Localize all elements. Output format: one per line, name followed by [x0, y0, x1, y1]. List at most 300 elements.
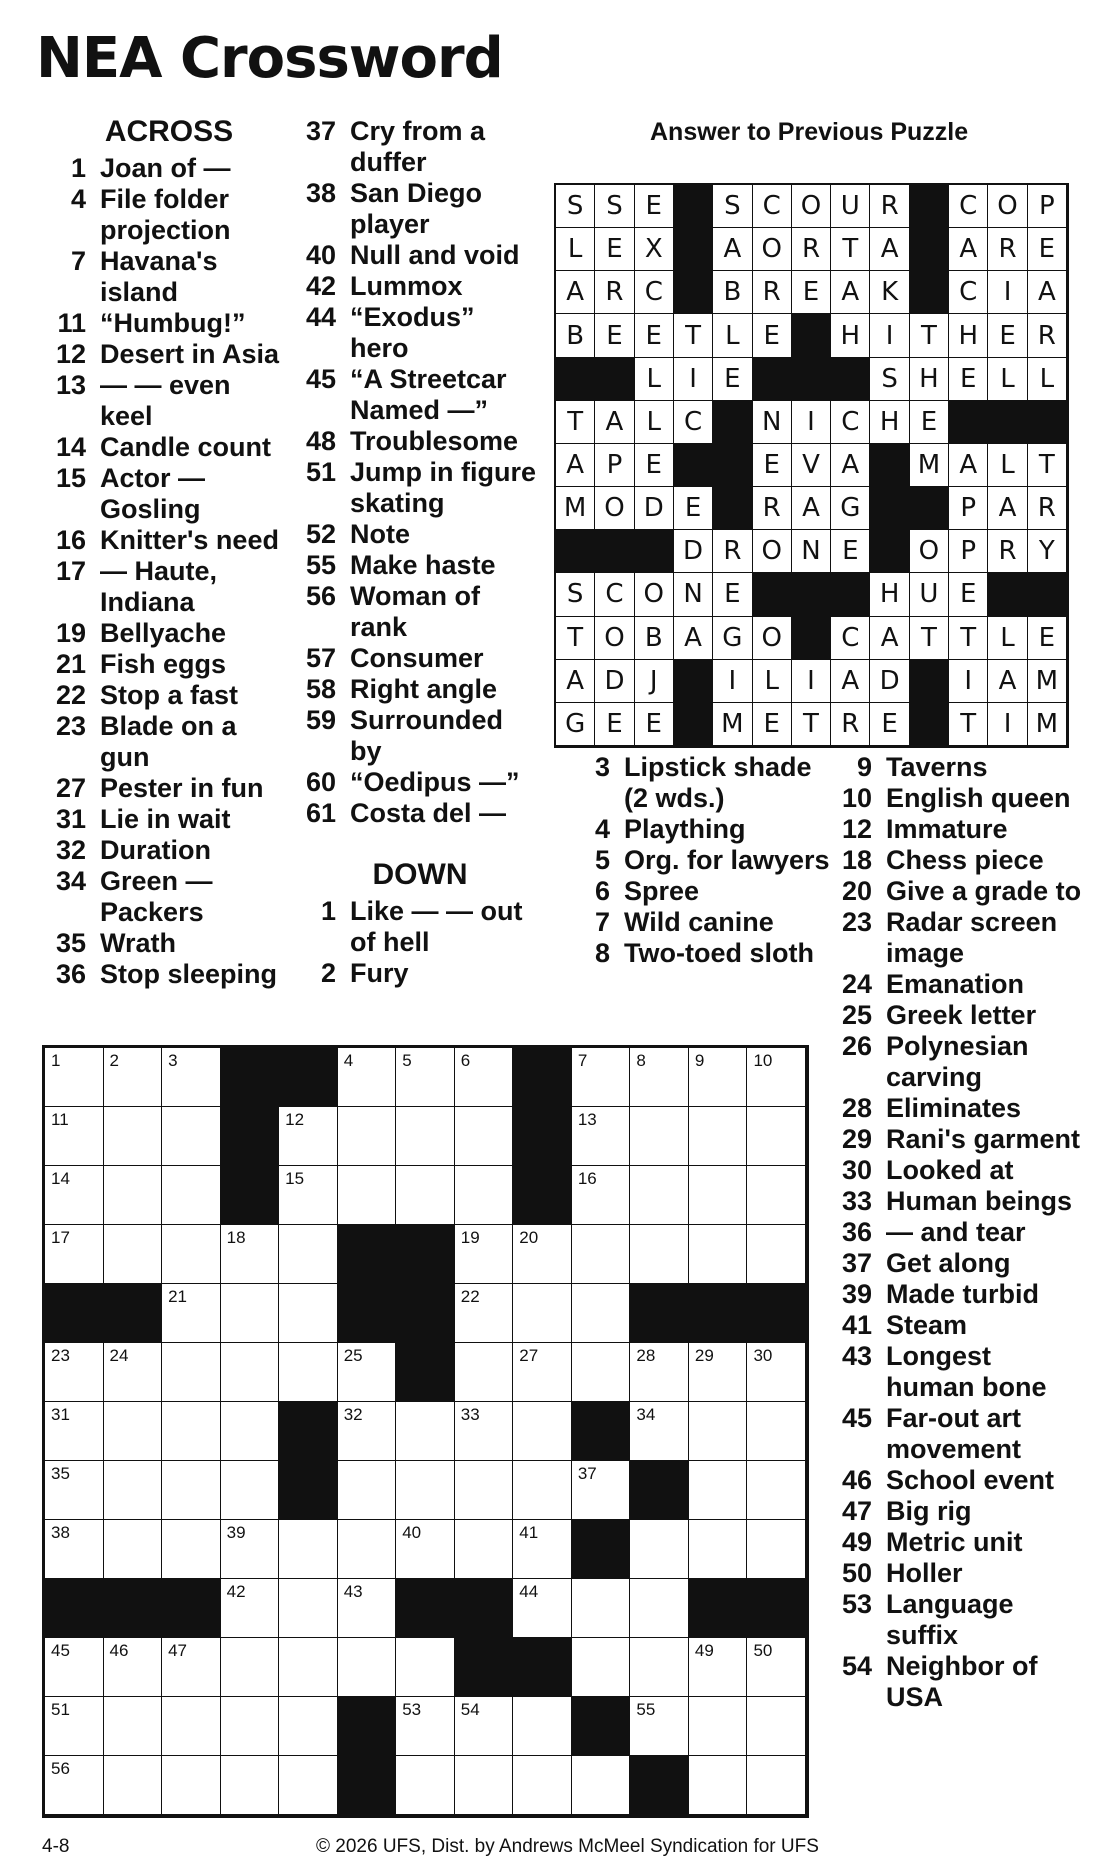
grid-cell[interactable] — [104, 1638, 163, 1697]
grid-cell[interactable] — [338, 1048, 397, 1107]
answer-letter-cell: I — [988, 703, 1027, 746]
answer-letter-cell: E — [1028, 228, 1067, 271]
grid-cell[interactable] — [630, 1343, 689, 1402]
grid-cell[interactable] — [747, 1343, 806, 1402]
clue-text: Lie in wait — [100, 804, 231, 834]
grid-cell[interactable] — [396, 1107, 455, 1166]
clue-number: 22 — [55, 680, 86, 710]
answer-letter-cell: A — [870, 617, 909, 660]
answer-letter-cell: C — [949, 185, 988, 228]
answer-letter-cell: S — [595, 185, 634, 228]
clue-item — [836, 1403, 1086, 1465]
grid-cell[interactable] — [104, 1048, 163, 1107]
grid-cell[interactable] — [221, 1756, 280, 1815]
clue-item — [50, 804, 288, 835]
grid-cell[interactable] — [455, 1048, 514, 1107]
clue-number: 44 — [305, 302, 336, 332]
grid-cell[interactable] — [630, 1520, 689, 1579]
clue-text: Eliminates — [886, 1093, 1022, 1123]
grid-cell[interactable] — [104, 1225, 163, 1284]
clue-text: Longest human bone — [886, 1341, 1047, 1402]
answer-letter-cell: J — [635, 660, 674, 703]
grid-cell[interactable] — [162, 1638, 221, 1697]
grid-cell[interactable] — [513, 1461, 572, 1520]
clue-number: 47 — [841, 1496, 872, 1526]
cell-number: 23 — [51, 1346, 70, 1365]
cell-number: 3 — [168, 1051, 178, 1070]
answer-letter-cell: T — [792, 703, 831, 746]
answer-block-cell — [910, 660, 949, 703]
grid-cell[interactable] — [747, 1048, 806, 1107]
grid-cell[interactable] — [513, 1579, 572, 1638]
answer-letter-cell: I — [713, 660, 752, 703]
grid-cell[interactable] — [338, 1461, 397, 1520]
grid-cell[interactable] — [279, 1579, 338, 1638]
grid-cell[interactable] — [45, 1461, 104, 1520]
grid-cell[interactable] — [396, 1756, 455, 1815]
cell-number: 7 — [577, 1051, 588, 1070]
clue-text: Actor — Gosling — [100, 463, 206, 524]
grid-cell[interactable] — [221, 1520, 280, 1579]
clue-number: 38 — [305, 178, 336, 208]
clue-text: Havana's island — [100, 246, 218, 307]
clue-number: 23 — [841, 907, 872, 937]
answer-letter-cell: E — [595, 314, 634, 357]
clue-item — [50, 432, 288, 463]
grid-cell[interactable] — [279, 1697, 338, 1756]
grid-cell[interactable] — [572, 1048, 631, 1107]
grid-cell[interactable] — [338, 1166, 397, 1225]
clue-number: 35 — [55, 928, 86, 958]
grid-cell[interactable] — [338, 1638, 397, 1697]
grid-cell[interactable] — [689, 1225, 748, 1284]
grid-cell[interactable] — [104, 1107, 163, 1166]
answer-letter-cell: I — [674, 358, 713, 401]
answer-letter-cell: R — [988, 530, 1027, 573]
grid-cell[interactable] — [338, 1107, 397, 1166]
grid-cell[interactable] — [279, 1343, 338, 1402]
grid-cell[interactable] — [747, 1520, 806, 1579]
clue-item — [300, 896, 540, 958]
grid-cell[interactable] — [513, 1225, 572, 1284]
grid-cell[interactable] — [572, 1461, 631, 1520]
answer-letter-cell: T — [831, 228, 870, 271]
grid-cell[interactable] — [221, 1461, 280, 1520]
clue-item — [836, 1651, 1086, 1713]
grid-cell[interactable] — [104, 1343, 163, 1402]
grid-cell[interactable] — [513, 1284, 572, 1343]
grid-cell[interactable] — [455, 1461, 514, 1520]
clue-text: Wrath — [100, 928, 177, 958]
grid-cell[interactable] — [630, 1579, 689, 1638]
cell-number: 8 — [636, 1051, 646, 1070]
grid-cell[interactable] — [572, 1284, 631, 1343]
grid-cell[interactable] — [279, 1520, 338, 1579]
clue-number: 51 — [305, 457, 336, 487]
answer-block-cell — [831, 573, 870, 616]
cell-number: 15 — [285, 1169, 305, 1188]
clue-item — [50, 556, 288, 618]
clue-item — [300, 674, 540, 705]
cell-number: 9 — [694, 1051, 705, 1070]
answer-block-cell — [910, 703, 949, 746]
grid-cell[interactable] — [630, 1225, 689, 1284]
answer-letter-cell: R — [753, 487, 792, 530]
clue-item — [50, 618, 288, 649]
grid-cell[interactable] — [162, 1697, 221, 1756]
answer-letter-cell: B — [635, 617, 674, 660]
grid-cell[interactable] — [572, 1107, 631, 1166]
grid-cell[interactable] — [689, 1638, 748, 1697]
clue-item — [50, 370, 288, 432]
grid-cell[interactable] — [45, 1402, 104, 1461]
grid-cell[interactable] — [747, 1107, 806, 1166]
answer-letter-cell: L — [635, 358, 674, 401]
answer-letter-cell: H — [949, 314, 988, 357]
cell-number: 10 — [753, 1051, 773, 1070]
grid-cell[interactable] — [455, 1520, 514, 1579]
grid-cell[interactable] — [572, 1638, 631, 1697]
answer-letter-cell: P — [949, 530, 988, 573]
cell-number: 27 — [519, 1346, 539, 1365]
grid-cell[interactable] — [162, 1284, 221, 1343]
answer-letter-cell: E — [635, 314, 674, 357]
clue-item — [836, 907, 1086, 969]
grid-cell[interactable] — [279, 1638, 338, 1697]
clue-text: Get along — [886, 1248, 1011, 1278]
answer-block-cell — [1028, 573, 1067, 616]
grid-cell[interactable] — [162, 1166, 221, 1225]
clue-text: Costa del — — [350, 798, 507, 828]
grid-cell[interactable] — [279, 1284, 338, 1343]
answer-block-cell — [674, 660, 713, 703]
black-square — [689, 1284, 748, 1343]
answer-letter-cell: C — [595, 573, 634, 616]
cell-number: 20 — [519, 1228, 539, 1247]
black-square — [396, 1579, 455, 1638]
cell-number: 47 — [168, 1641, 187, 1660]
grid-cell[interactable] — [747, 1461, 806, 1520]
clue-text: Lummox — [350, 271, 463, 301]
clue-text: Right angle — [350, 674, 497, 704]
clue-text: Taverns — [886, 752, 988, 782]
answer-letter-cell: N — [753, 401, 792, 444]
cell-number: 51 — [51, 1700, 70, 1719]
grid-cell[interactable] — [45, 1343, 104, 1402]
grid-cell[interactable] — [455, 1697, 514, 1756]
answer-letter-cell: P — [949, 487, 988, 530]
answer-letter-cell: E — [949, 573, 988, 616]
cell-number: 17 — [51, 1228, 70, 1247]
clue-text: Looked at — [886, 1155, 1014, 1185]
clue-item — [836, 1558, 1086, 1589]
black-square — [689, 1579, 748, 1638]
clue-number: 25 — [841, 1000, 872, 1030]
answer-block-cell — [595, 530, 634, 573]
grid-cell[interactable] — [513, 1402, 572, 1461]
grid-cell[interactable] — [455, 1225, 514, 1284]
answer-block-cell — [713, 487, 752, 530]
black-square — [747, 1579, 806, 1638]
grid-cell[interactable] — [338, 1402, 397, 1461]
grid-cell[interactable] — [279, 1166, 338, 1225]
grid-cell[interactable] — [572, 1166, 631, 1225]
grid-cell[interactable] — [630, 1697, 689, 1756]
grid-cell[interactable] — [396, 1048, 455, 1107]
cell-number: 18 — [226, 1228, 246, 1247]
grid-cell[interactable] — [162, 1107, 221, 1166]
answer-letter-cell: T — [910, 314, 949, 357]
black-square — [572, 1520, 631, 1579]
clue-text: Consumer — [350, 643, 484, 673]
answer-letter-cell: E — [713, 573, 752, 616]
cell-number: 49 — [694, 1641, 714, 1660]
grid-cell[interactable] — [45, 1225, 104, 1284]
grid-cell[interactable] — [104, 1461, 163, 1520]
grid-cell[interactable] — [396, 1402, 455, 1461]
answer-letter-cell: A — [831, 444, 870, 487]
grid-cell[interactable] — [572, 1343, 631, 1402]
answer-block-cell — [753, 358, 792, 401]
grid-cell[interactable] — [455, 1343, 514, 1402]
clue-text: Org. for lawyers — [624, 845, 830, 875]
grid-cell[interactable] — [572, 1579, 631, 1638]
grid-cell[interactable] — [279, 1107, 338, 1166]
clue-text: Polynesian carving — [886, 1031, 1029, 1092]
grid-cell[interactable] — [689, 1402, 748, 1461]
answer-block-cell — [674, 444, 713, 487]
grid-cell[interactable] — [338, 1520, 397, 1579]
black-square — [747, 1284, 806, 1343]
grid-cell[interactable] — [689, 1461, 748, 1520]
clue-number: 56 — [305, 581, 336, 611]
grid-cell[interactable] — [572, 1225, 631, 1284]
answer-letter-cell: S — [870, 358, 909, 401]
grid-cell[interactable] — [689, 1756, 748, 1815]
copyright-text: © 2026 UFS, Dist. by Andrews McMeel Syndication for UFS — [316, 1836, 819, 1857]
grid-cell[interactable] — [513, 1697, 572, 1756]
clue-number: 4 — [70, 184, 86, 214]
grid-cell[interactable] — [221, 1343, 280, 1402]
grid-cell[interactable] — [221, 1638, 280, 1697]
grid-cell[interactable] — [338, 1579, 397, 1638]
answer-block-cell — [595, 358, 634, 401]
clue-text: “Exodus” hero — [350, 302, 475, 363]
clue-item — [300, 581, 540, 643]
down-column-3 — [574, 752, 834, 969]
answer-letter-cell: A — [556, 444, 595, 487]
black-square — [396, 1343, 455, 1402]
previous-answer-grid — [554, 183, 1069, 748]
grid-cell[interactable] — [162, 1461, 221, 1520]
grid-cell[interactable] — [572, 1756, 631, 1815]
clue-text: Stop a fast — [100, 680, 239, 710]
clue-text: — — even keel — [100, 370, 231, 431]
cell-number: 43 — [343, 1582, 363, 1601]
grid-cell[interactable] — [162, 1756, 221, 1815]
grid-cell[interactable] — [747, 1697, 806, 1756]
clue-number: 58 — [305, 674, 336, 704]
clue-item — [836, 1000, 1086, 1031]
answer-block-cell — [556, 358, 595, 401]
grid-cell[interactable] — [747, 1402, 806, 1461]
answer-letter-cell: X — [635, 228, 674, 271]
grid-cell[interactable] — [630, 1638, 689, 1697]
grid-cell[interactable] — [630, 1402, 689, 1461]
grid-cell[interactable] — [45, 1520, 104, 1579]
clue-item — [300, 767, 540, 798]
clue-number: 48 — [305, 426, 336, 456]
clue-number: 46 — [841, 1465, 872, 1495]
clue-number: 20 — [841, 876, 872, 906]
grid-cell[interactable] — [45, 1638, 104, 1697]
grid-cell[interactable] — [45, 1756, 104, 1815]
grid-cell[interactable] — [221, 1402, 280, 1461]
across-column-1 — [50, 116, 288, 990]
answer-letter-cell: K — [870, 271, 909, 314]
clue-number: 50 — [841, 1558, 872, 1588]
grid-cell[interactable] — [221, 1225, 280, 1284]
grid-cell[interactable] — [747, 1225, 806, 1284]
grid-cell[interactable] — [747, 1638, 806, 1697]
grid-cell[interactable] — [221, 1284, 280, 1343]
answer-block-cell — [910, 185, 949, 228]
cell-number: 14 — [51, 1169, 70, 1188]
grid-cell[interactable] — [689, 1048, 748, 1107]
previous-answer-title: Answer to Previous Puzzle — [650, 118, 969, 146]
grid-cell[interactable] — [689, 1520, 748, 1579]
answer-letter-cell: G — [831, 487, 870, 530]
clue-text: Joan of — — [100, 153, 231, 183]
black-square — [162, 1579, 221, 1638]
answer-letter-cell: T — [949, 703, 988, 746]
grid-cell[interactable] — [338, 1343, 397, 1402]
grid-cell[interactable] — [513, 1756, 572, 1815]
grid-cell[interactable] — [689, 1166, 748, 1225]
grid-cell[interactable] — [45, 1048, 104, 1107]
clue-number: 17 — [55, 556, 86, 586]
answer-letter-cell: B — [713, 271, 752, 314]
grid-cell[interactable] — [279, 1756, 338, 1815]
grid-cell[interactable] — [162, 1225, 221, 1284]
clue-number: 55 — [305, 550, 336, 580]
cell-number: 38 — [51, 1523, 70, 1542]
grid-cell[interactable] — [45, 1166, 104, 1225]
grid-cell[interactable] — [689, 1107, 748, 1166]
grid-cell[interactable] — [45, 1697, 104, 1756]
clue-text: — and tear — [886, 1217, 1026, 1247]
cell-number: 50 — [753, 1641, 773, 1660]
answer-block-cell — [988, 573, 1027, 616]
answer-letter-cell: A — [674, 617, 713, 660]
grid-cell[interactable] — [747, 1756, 806, 1815]
grid-cell[interactable] — [455, 1166, 514, 1225]
grid-cell[interactable] — [221, 1697, 280, 1756]
clue-item — [574, 907, 834, 938]
grid-cell[interactable] — [747, 1166, 806, 1225]
answer-letter-cell: R — [1028, 487, 1067, 530]
grid-cell[interactable] — [396, 1461, 455, 1520]
clue-number: 12 — [841, 814, 872, 844]
answer-letter-cell: G — [556, 703, 595, 746]
clue-item — [836, 1186, 1086, 1217]
clue-text: Surrounded by — [350, 705, 503, 766]
answer-letter-cell: O — [753, 617, 792, 660]
grid-cell[interactable] — [396, 1697, 455, 1756]
answer-letter-cell: T — [1028, 444, 1067, 487]
grid-cell[interactable] — [162, 1048, 221, 1107]
grid-cell[interactable] — [104, 1402, 163, 1461]
grid-cell[interactable] — [162, 1520, 221, 1579]
cell-number: 40 — [402, 1523, 422, 1542]
cell-number: 46 — [109, 1641, 129, 1660]
answer-letter-cell: T — [910, 617, 949, 660]
grid-cell[interactable] — [455, 1284, 514, 1343]
clue-text: — Haute, Indiana — [100, 556, 218, 617]
answer-block-cell — [870, 444, 909, 487]
grid-cell[interactable] — [689, 1343, 748, 1402]
clue-number: 5 — [594, 845, 610, 875]
clue-number: 52 — [305, 519, 336, 549]
grid-cell[interactable] — [513, 1343, 572, 1402]
grid-cell[interactable] — [104, 1166, 163, 1225]
clue-number: 49 — [841, 1527, 872, 1557]
clue-text: Radar screen image — [886, 907, 1058, 968]
grid-cell[interactable] — [279, 1225, 338, 1284]
answer-letter-cell: S — [713, 185, 752, 228]
black-square — [630, 1461, 689, 1520]
grid-cell[interactable] — [455, 1107, 514, 1166]
answer-letter-cell: S — [556, 185, 595, 228]
grid-cell[interactable] — [513, 1520, 572, 1579]
clue-text: Steam — [886, 1310, 968, 1340]
down-header: DOWN — [372, 858, 468, 891]
grid-cell[interactable] — [45, 1107, 104, 1166]
answer-letter-cell: P — [595, 444, 634, 487]
answer-letter-cell: H — [831, 314, 870, 357]
crossword-grid — [42, 1045, 809, 1818]
grid-cell[interactable] — [689, 1697, 748, 1756]
clue-number: 36 — [841, 1217, 872, 1247]
grid-cell[interactable] — [104, 1520, 163, 1579]
answer-letter-cell: E — [988, 314, 1027, 357]
grid-cell[interactable] — [396, 1166, 455, 1225]
grid-cell[interactable] — [162, 1402, 221, 1461]
grid-cell[interactable] — [162, 1343, 221, 1402]
grid-cell[interactable] — [630, 1166, 689, 1225]
grid-cell[interactable] — [396, 1638, 455, 1697]
clue-text: Big rig — [886, 1496, 972, 1526]
clue-number: 1 — [70, 153, 86, 183]
cell-number: 31 — [51, 1405, 70, 1424]
answer-block-cell — [792, 358, 831, 401]
answer-letter-cell: E — [713, 358, 752, 401]
grid-cell[interactable] — [630, 1107, 689, 1166]
grid-cell[interactable] — [455, 1756, 514, 1815]
grid-cell[interactable] — [104, 1756, 163, 1815]
clue-text: Knitter's need — [100, 525, 279, 555]
grid-cell[interactable] — [221, 1579, 280, 1638]
grid-cell[interactable] — [104, 1697, 163, 1756]
clue-text: Language suffix — [886, 1589, 1014, 1650]
clue-text: Rani's garment — [886, 1124, 1080, 1154]
cell-number: 29 — [694, 1346, 714, 1365]
grid-cell[interactable] — [396, 1520, 455, 1579]
clue-number: 14 — [55, 432, 86, 462]
grid-cell[interactable] — [630, 1048, 689, 1107]
cell-number: 42 — [226, 1582, 246, 1601]
grid-cell[interactable] — [455, 1402, 514, 1461]
